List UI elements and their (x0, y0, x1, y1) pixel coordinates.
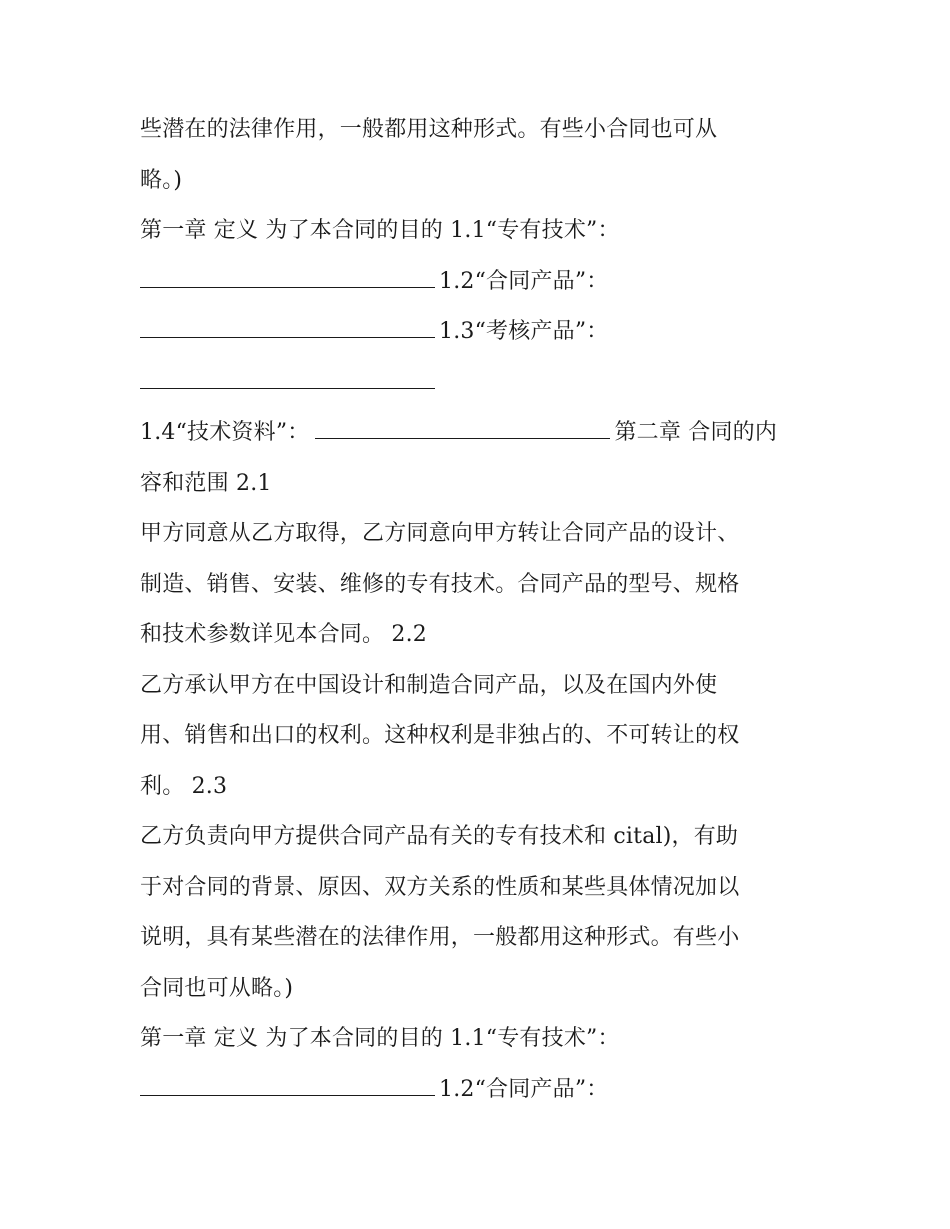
text-line: 乙方负责向甲方提供合同产品有关的专有技术和 cital)，有助 (140, 824, 739, 849)
text-line: 些潜在的法律作用，一般都用这种形式。有些小合同也可从 (140, 117, 718, 142)
fill-in-blank (140, 311, 435, 338)
text-line: 第一章 定义 为了本合同的目的 1.1“专有技术”： (140, 1026, 620, 1051)
text-line: 于对合同的背景、原因、双方关系的性质和某些具体情况加以 (140, 874, 740, 900)
text-line: 说明，具有某些潜在的法律作用，一般都用这种形式。有些小 (140, 925, 740, 950)
text-line: 第一章 定义 为了本合同的目的 1.1“专有技术”： (140, 218, 620, 243)
blank-line (140, 260, 820, 311)
text-line: 容和范围 2.1 (140, 470, 272, 496)
text-line: 用、销售和出口的权利。这种权利是非独占的、不可转让的权 (140, 723, 740, 748)
fill-in-blank (140, 261, 435, 288)
text-line: 和技术参数详见本合同。 2.2 (140, 622, 427, 647)
clause-label: 1.3“考核产品”： (439, 319, 609, 344)
blank-line (140, 310, 820, 361)
text-line: 乙方承认甲方在中国设计和制造合同产品，以及在国内外使 (140, 672, 718, 698)
clause-label: 1.2“合同产品”： (439, 268, 609, 294)
clause-label: 1.4“技术资料”： (140, 420, 310, 445)
fill-in-blank (315, 412, 610, 439)
document-page (140, 108, 820, 1118)
text-line: 略。) (140, 167, 183, 193)
fill-in-blank (140, 1069, 435, 1096)
clause-label: 第二章 合同的内 (614, 420, 778, 445)
blank-line (140, 361, 820, 412)
blank-line (140, 411, 820, 462)
text-line: 利。 2.3 (140, 773, 228, 799)
clause-label: 1.2“合同产品”： (439, 1076, 609, 1102)
text-line: 制造、销售、安装、维修的专有技术。合同产品的型号、规格 (140, 571, 740, 597)
text-line: 合同也可从略。) (140, 975, 294, 1001)
text-line: 甲方同意从乙方取得，乙方同意向甲方转让合同产品的设计、 (140, 521, 740, 546)
blank-line (140, 1068, 820, 1119)
fill-in-blank (140, 362, 435, 389)
